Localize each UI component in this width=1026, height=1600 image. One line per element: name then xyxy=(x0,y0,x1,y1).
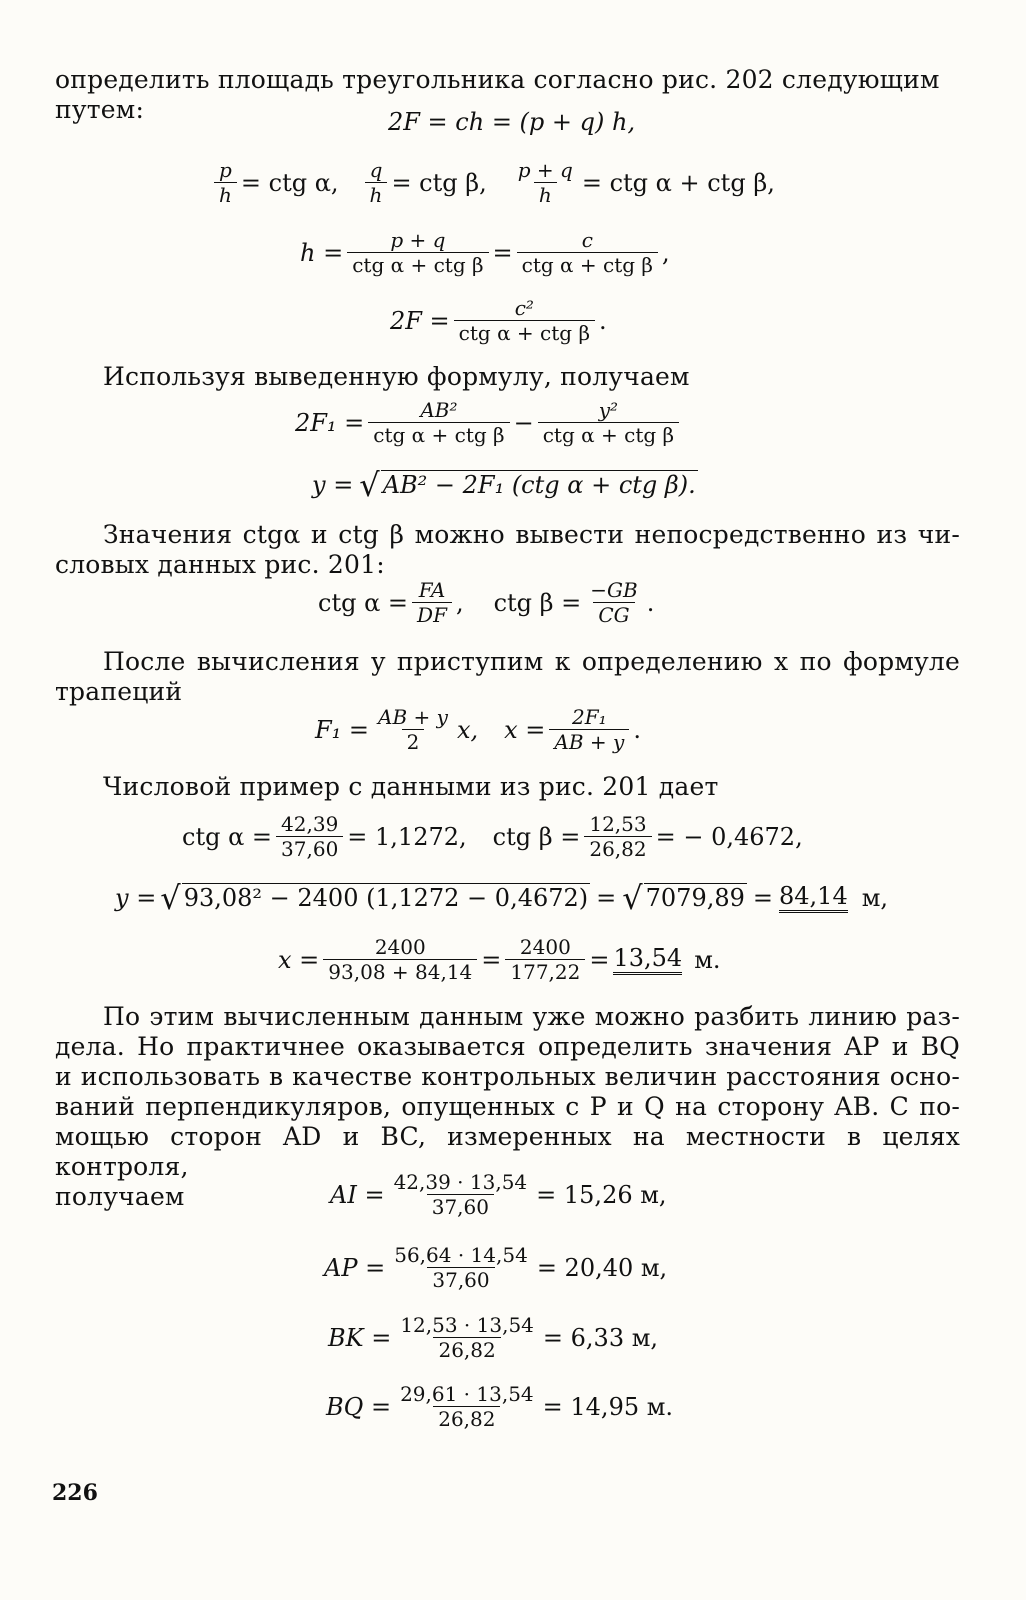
equation-text: = xyxy=(589,945,610,974)
equation-text: BK = xyxy=(328,1323,392,1352)
equation-text: x = xyxy=(278,945,320,974)
equation-text: ctg α = xyxy=(318,588,409,617)
equation-height xyxy=(300,228,670,277)
equation-text: = xyxy=(481,945,502,974)
fraction: $\frac{p + q}{\text{ctg α + ctg β}}$ xyxy=(347,228,488,277)
equation-text: BQ = xyxy=(326,1392,392,1421)
equation-ratios xyxy=(210,158,775,207)
equation-text: . xyxy=(646,588,655,617)
equation-text: = ctg α, xyxy=(240,168,339,197)
equation-text: = ctg α + ctg β, xyxy=(581,168,775,197)
equation-text: ctg α = xyxy=(182,822,273,851)
equation-text: 2F₁ = xyxy=(295,408,365,437)
equation-bk xyxy=(328,1313,658,1362)
equation-text: − xyxy=(513,408,534,437)
equation-ctg-defs xyxy=(318,578,654,627)
equation-text: . xyxy=(599,306,607,335)
equation-text: AP = xyxy=(324,1253,386,1282)
equation-text: = 6,33 м, xyxy=(542,1323,659,1352)
fraction: $\frac{-GB}{CG}$ xyxy=(590,578,638,627)
equation-text: = ctg β, xyxy=(391,168,487,197)
text-line: трапеций xyxy=(55,677,183,706)
fraction: $\frac{12,53 \cdot 13,54}{26,82}$ xyxy=(400,1313,534,1362)
equation-ctg-numeric xyxy=(182,812,803,861)
equation-ap xyxy=(324,1243,667,1292)
equation-x-numeric xyxy=(278,935,720,984)
equation-text: x, xyxy=(456,715,479,744)
fraction: $\frac{\text{c²}}{\text{ctg α + ctg β}}$ xyxy=(454,296,595,345)
equation-text: , xyxy=(662,238,670,267)
radical: √ AB² − 2F₁ (ctg α + ctg β). xyxy=(359,466,696,504)
equation-text: y = xyxy=(312,471,354,499)
fraction: $\frac{\text{y²}}{\text{ctg α + ctg β}}$ xyxy=(538,398,679,447)
fraction: $\frac{56,64 \cdot 14,54}{37,60}$ xyxy=(394,1243,528,1292)
fraction: $\frac{\text{2F₁}}{AB + y}$ xyxy=(549,705,629,754)
radical: √ 7079,89 xyxy=(622,878,745,917)
text-line: ваний перпендикуляров, опущенных с P и Q на сторону AB. С по- xyxy=(55,1092,960,1121)
equation-text: y = xyxy=(115,883,157,912)
equation-text: F₁ = xyxy=(315,715,370,744)
equation-text: = 20,40 м, xyxy=(536,1253,668,1282)
equation-text: ctg β = xyxy=(492,822,581,851)
equation-text: AI = xyxy=(330,1180,385,1209)
equation-text: = xyxy=(596,883,617,912)
equation-text: м, xyxy=(861,883,889,912)
page-number: 226 xyxy=(52,1480,98,1506)
fraction: $\frac{\text{AB²}}{\text{ctg α + ctg β}}$ xyxy=(368,398,509,447)
equation-text: м. xyxy=(694,945,721,974)
text-line: дела. Но практичнее оказывается определить значения AP и BQ xyxy=(55,1032,960,1061)
equation-text: 2F = ch = (p + q) h, xyxy=(388,108,636,136)
equation-text: 2F = xyxy=(390,306,450,335)
equation-area-ctg xyxy=(390,296,607,345)
equation-y-sqrt xyxy=(312,466,698,504)
equation-text: x = xyxy=(504,715,546,744)
text-line: определить площадь треугольника согласно рис. 202 следующим путем: xyxy=(55,65,940,124)
equation-text: . xyxy=(633,715,641,744)
fraction: $\frac{2400}{93,08 + 84,14}$ xyxy=(323,935,477,984)
fraction: $\frac{AB + y}{2}$ xyxy=(378,705,448,754)
fraction: $\frac{c}{\text{ctg α + ctg β}}$ xyxy=(517,228,658,277)
paragraph-ctg-values xyxy=(55,520,960,580)
paragraph-using-formula xyxy=(103,362,690,392)
radical: √ 93,08² − 2400 (1,1272 − 0,4672) xyxy=(160,878,589,917)
fraction: $\frac{p + q}{h}$ xyxy=(517,158,573,207)
text-line: получаем xyxy=(55,1182,185,1211)
text-line: После вычисления y приступим к определению x по формуле xyxy=(103,647,960,676)
equation-area-basic xyxy=(388,108,635,136)
equation-bq xyxy=(326,1382,673,1431)
equation-text: h = xyxy=(300,238,344,267)
text-line: словых данных рис. 201: xyxy=(55,550,385,579)
result-value: 13,54 xyxy=(613,944,682,975)
paragraph-trapezoid xyxy=(55,647,960,707)
equation-y-numeric xyxy=(115,878,889,917)
fraction: $\frac{q}{h}$ xyxy=(365,158,388,207)
equation-text: = 1,1272, xyxy=(347,822,467,851)
text-line: Числовой пример с данными из рис. 201 дает xyxy=(103,772,719,801)
text-line: мощью сторон AD и BC, измеренных на местности в целях контроля, xyxy=(55,1122,960,1181)
text-line: и использовать в качестве контрольных величин расстояния осно- xyxy=(55,1062,960,1091)
fraction: $\frac{42,39 \cdot 13,54}{37,60}$ xyxy=(393,1170,528,1219)
equation-text: = 14,95 м. xyxy=(542,1392,674,1421)
fraction: $\frac{2400}{177,22}$ xyxy=(505,935,585,984)
text-line: Значения ctgα и ctg β можно вывести непосредственно из чи- xyxy=(103,520,960,549)
equation-text: = xyxy=(752,883,773,912)
text-line: По этим вычисленным данным уже можно разбить линию раз- xyxy=(103,1002,960,1031)
equation-area-f1 xyxy=(295,398,683,447)
equation-text: = xyxy=(492,238,513,267)
fraction: $\frac{p}{h}$ xyxy=(214,158,237,207)
fraction: $\frac{42,39}{37,60}$ xyxy=(276,812,343,861)
fraction: $\frac{FA}{DF}$ xyxy=(412,578,452,627)
equation-text: ctg β = xyxy=(493,588,582,617)
text-line: Используя выведенную формулу, получаем xyxy=(103,362,690,391)
fraction: $\frac{12,53}{26,82}$ xyxy=(584,812,651,861)
equation-trapezoid xyxy=(315,705,641,754)
equation-text: , xyxy=(455,588,464,617)
equation-ai xyxy=(330,1170,667,1219)
equation-text: = − 0,4672, xyxy=(655,822,803,851)
equation-text: = 15,26 м, xyxy=(536,1180,667,1209)
paragraph-numeric-example xyxy=(103,772,719,802)
result-value: 84,14 xyxy=(779,882,848,913)
fraction: $\frac{29,61 \cdot 13,54}{26,82}$ xyxy=(400,1382,534,1431)
